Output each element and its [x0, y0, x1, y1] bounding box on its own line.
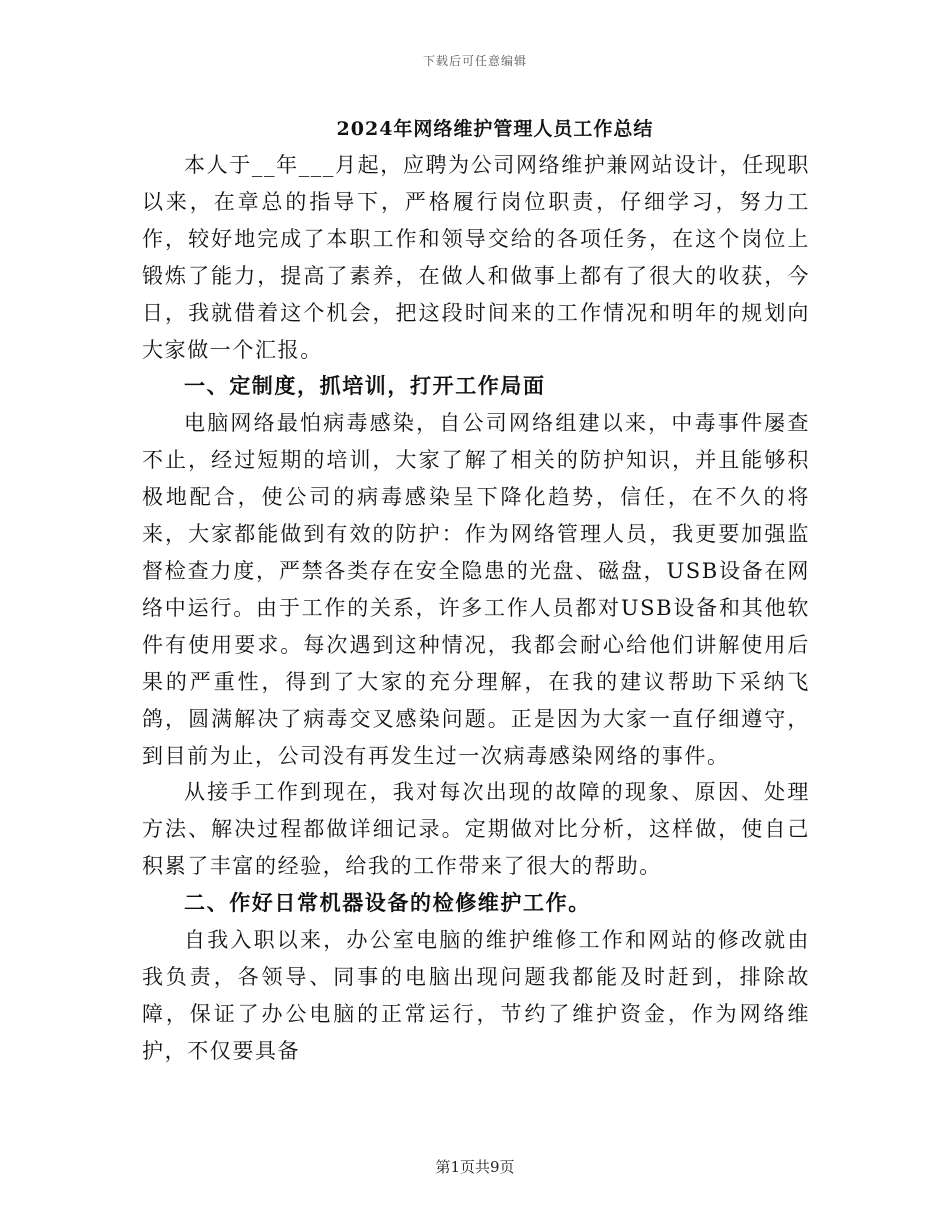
section-2-paragraph-1: 自我入职以来，办公室电脑的维护维修工作和网站的修改就由我负责，各领导、同事的电脑出现问题我都能及时赶到，排除故障，保证了办公电脑的正常运行，节约了维护资金，作为网络维护，不仅要具备 — [142, 928, 810, 1063]
intro-paragraph: 本人于__年___月起，应聘为公司网络维护兼网站设计，任现职以来，在章总的指导下，严格履行岗位职责，仔细学习，努力工作，较好地完成了本职工作和领导交给的各项任务，在这个岗位上锻炼了能力，提高了素养，在做人和做事上都有了很大的收获，今日，我就借着这个机会，把这段时间来的工作情况和明年的规划向大家做一个汇报。 — [142, 153, 810, 362]
section-2-heading: 二、作好日常机器设备的检修维护工作。 — [184, 890, 591, 916]
document-body — [142, 147, 810, 1070]
section-1-paragraph-1: 电脑网络最怕病毒感染，自公司网络组建以来，中毒事件屡查不止，经过短期的培训，大家了解了相关的防护知识，并且能够积极地配合，使公司的病毒感染呈下降化趋势，信任，在不久的将来，大家都能做到有效的防护：作为网络管理人员，我更要加强监督检查力度，严禁各类存在安全隐患的光盘、磁盘，USB设备在网络中运行。由于工作的关系，许多工作人员都对USB设备和其他软件有使用要求。每次遇到这种情况，我都会耐心给他们讲解使用后果的严重性，得到了大家的充分理解，在我的建议帮助下采纳飞鸽，圆满解决了病毒交叉感染问题。正是因为大家一直仔细遵守，到目前为止，公司没有再发生过一次病毒感染网络的事件。 — [142, 411, 810, 768]
section-1-heading: 一、定制度，抓培训，打开工作局面 — [184, 373, 546, 399]
document-title: 2024年网络维护管理人员工作总结 — [336, 118, 654, 140]
header-note: 下载后可任意编辑 — [422, 54, 527, 68]
section-1-paragraph-2: 从接手工作到现在，我对每次出现的故障的现象、原因、处理方法、解决过程都做详细记录。定期做对比分析，这样做，使自己积累了丰富的经验，给我的工作带来了很大的帮助。 — [142, 780, 810, 879]
page-number: 第1页共9页 — [435, 1158, 515, 1176]
